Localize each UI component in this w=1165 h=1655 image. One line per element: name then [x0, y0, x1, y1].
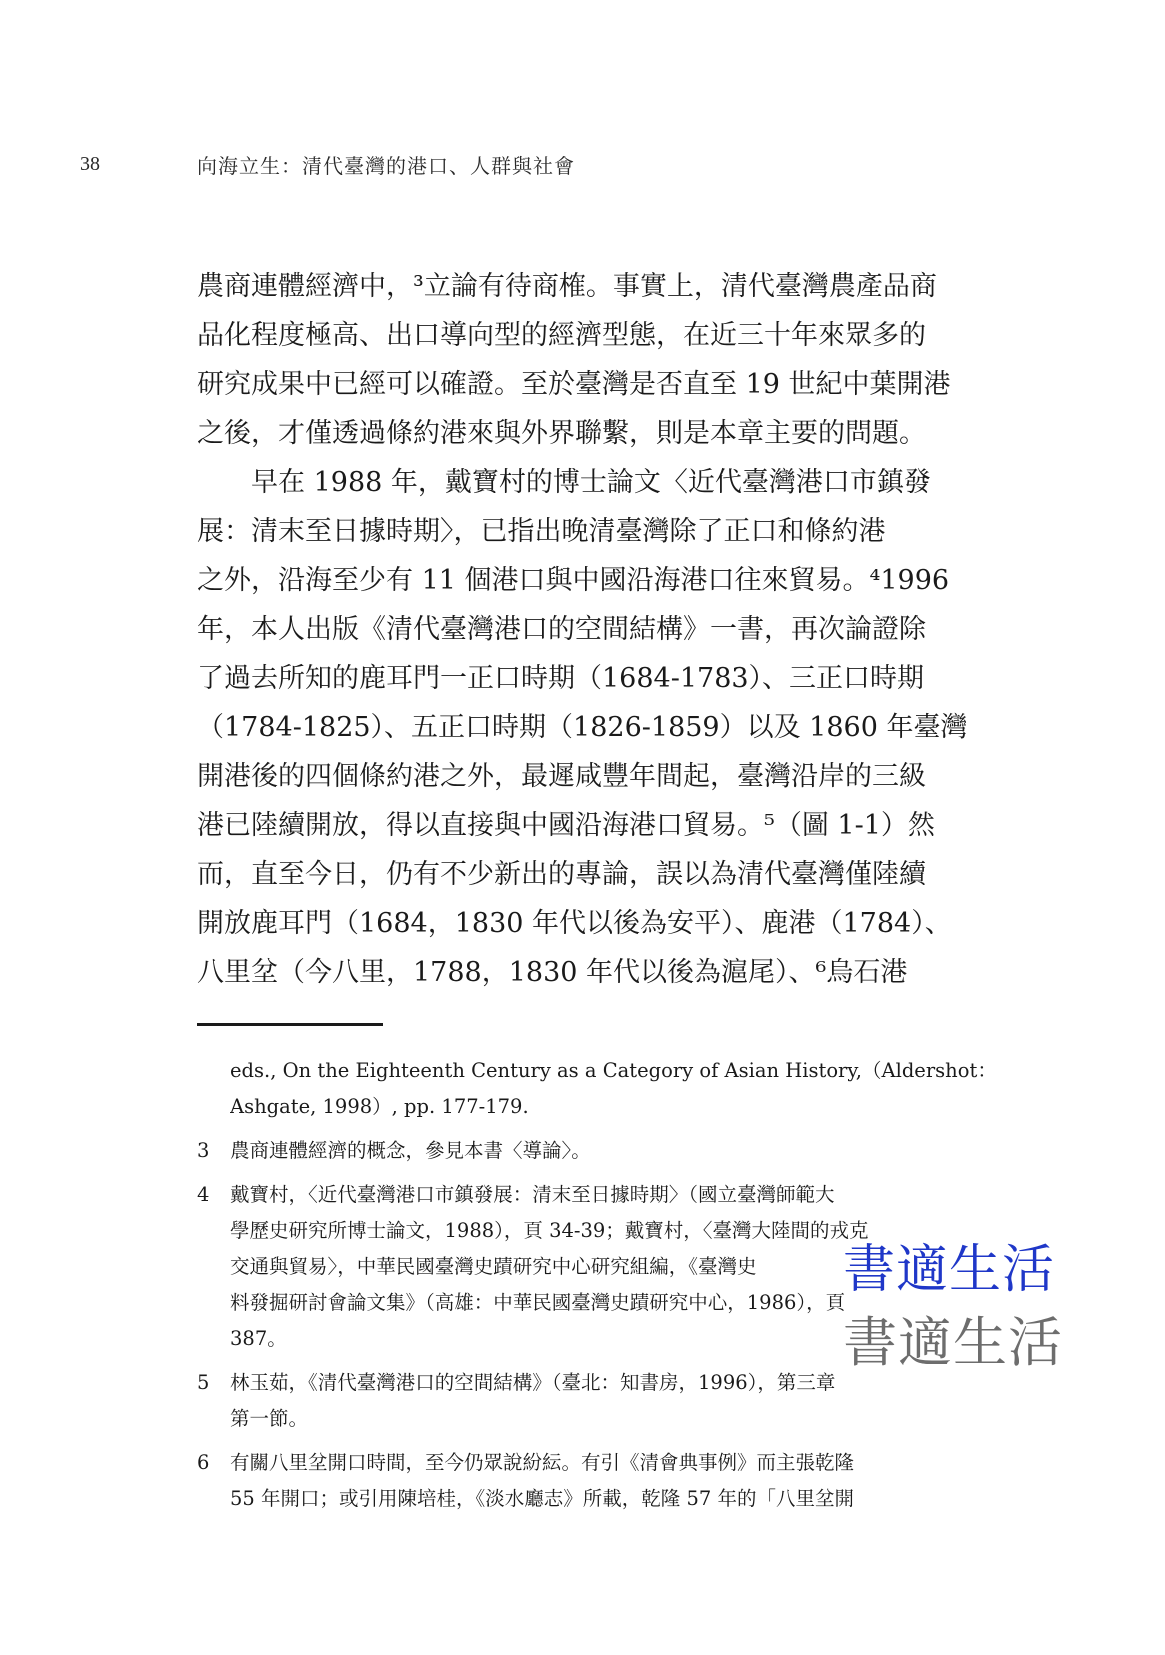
footnote-divider [197, 1023, 383, 1026]
footnote-number: 5 [197, 1371, 210, 1394]
body-line: 農商連體經濟中，³立論有待商榷。事實上，清代臺灣農產品商 [197, 271, 937, 302]
footnote-number-blank [197, 1053, 230, 1125]
footnote-line: Ashgate, 1998）, pp. 177-179. [230, 1095, 529, 1118]
body-line: 了過去所知的鹿耳門一正口時期（1684-1783）、三正口時期 [197, 663, 925, 694]
body-line: （1784-1825）、五正口時期（1826-1859）以及 1860 年臺灣 [197, 712, 968, 743]
footnote-6 [197, 1445, 1005, 1517]
footnote-line: 交通與貿易〉，中華民國臺灣史蹟研究中心研究組編，《臺灣史 [230, 1255, 757, 1278]
footnote-line: eds., On the Eighteenth Century as a Category of Asian History,（Aldershot： [230, 1059, 997, 1082]
body-line: 港已陸續開放，得以直接與中國沿海港口貿易。⁵（圖 1-1）然 [197, 810, 935, 841]
footnote-line: 學歷史研究所博士論文，1988），頁 34-39；戴寶村，〈臺灣大陸間的戎克 [230, 1219, 869, 1242]
body-line: 品化程度極高、出口導向型的經濟型態，在近三十年來眾多的 [197, 320, 926, 351]
footnote-line: 農商連體經濟的概念，參見本書〈導論〉。 [230, 1139, 591, 1162]
watermark-blue: 書適生活 [843, 1240, 1056, 1300]
watermark-gray: 書適生活 [843, 1311, 1063, 1374]
body-line: 之外，沿海至少有 11 個港口與中國沿海港口往來貿易。⁴1996 [197, 565, 950, 596]
footnote-number: 4 [197, 1183, 210, 1206]
footnote-line: 林玉茹，《清代臺灣港口的空間結構》（臺北：知書房，1996），第三章 [230, 1371, 836, 1394]
body-line: 展：清末至日據時期〉，已指出晚清臺灣除了正口和條約港 [197, 516, 886, 547]
body-line: 而，直至今日，仍有不少新出的專論，誤以為清代臺灣僅陸續 [197, 859, 926, 890]
footnote-line: 戴寶村，〈近代臺灣港口市鎮發展：清末至日據時期〉（國立臺灣師範大 [230, 1183, 835, 1206]
footnote-number: 3 [197, 1139, 210, 1162]
footnote-line: 料發掘研討會論文集》（高雄：中華民國臺灣史蹟研究中心，1986），頁 [230, 1291, 846, 1314]
body-text [197, 262, 1005, 997]
page-number: 38 [80, 153, 100, 175]
footnote-line: 有關八里坌開口時間，至今仍眾說紛紜。有引《清會典事例》而主張乾隆 [230, 1451, 855, 1474]
footnote-continued [197, 1053, 1005, 1125]
footnote-line: 387。 [230, 1327, 287, 1350]
body-line: 年，本人出版《清代臺灣港口的空間結構》一書，再次論證除 [197, 614, 926, 645]
footnote-line: 第一節。 [230, 1407, 309, 1430]
body-line: 八里坌（今八里，1788，1830 年代以後為滬尾）、⁶烏石港 [197, 957, 908, 988]
body-line: 早在 1988 年，戴寶村的博士論文〈近代臺灣港口市鎮發 [251, 467, 931, 498]
body-line: 研究成果中已經可以確證。至於臺灣是否直至 19 世紀中葉開港 [197, 369, 951, 400]
body-line: 開港後的四個條約港之外，最遲咸豐年間起，臺灣沿岸的三級 [197, 761, 926, 792]
running-head-title: 向海立生：清代臺灣的港口、人群與社會 [197, 154, 575, 178]
footnote-line: 55 年開口；或引用陳培桂，《淡水廳志》所載，乾隆 57 年的「八里坌開 [230, 1487, 854, 1510]
paragraph-1 [197, 262, 1005, 458]
paragraph-2 [197, 458, 1005, 997]
footnote-3 [197, 1133, 1005, 1169]
body-line: 開放鹿耳門（1684，1830 年代以後為安平）、鹿港（1784）、 [197, 908, 952, 939]
body-line: 之後，才僅透過條約港來與外界聯繫，則是本章主要的問題。 [197, 418, 926, 449]
footnote-number: 6 [197, 1451, 210, 1474]
